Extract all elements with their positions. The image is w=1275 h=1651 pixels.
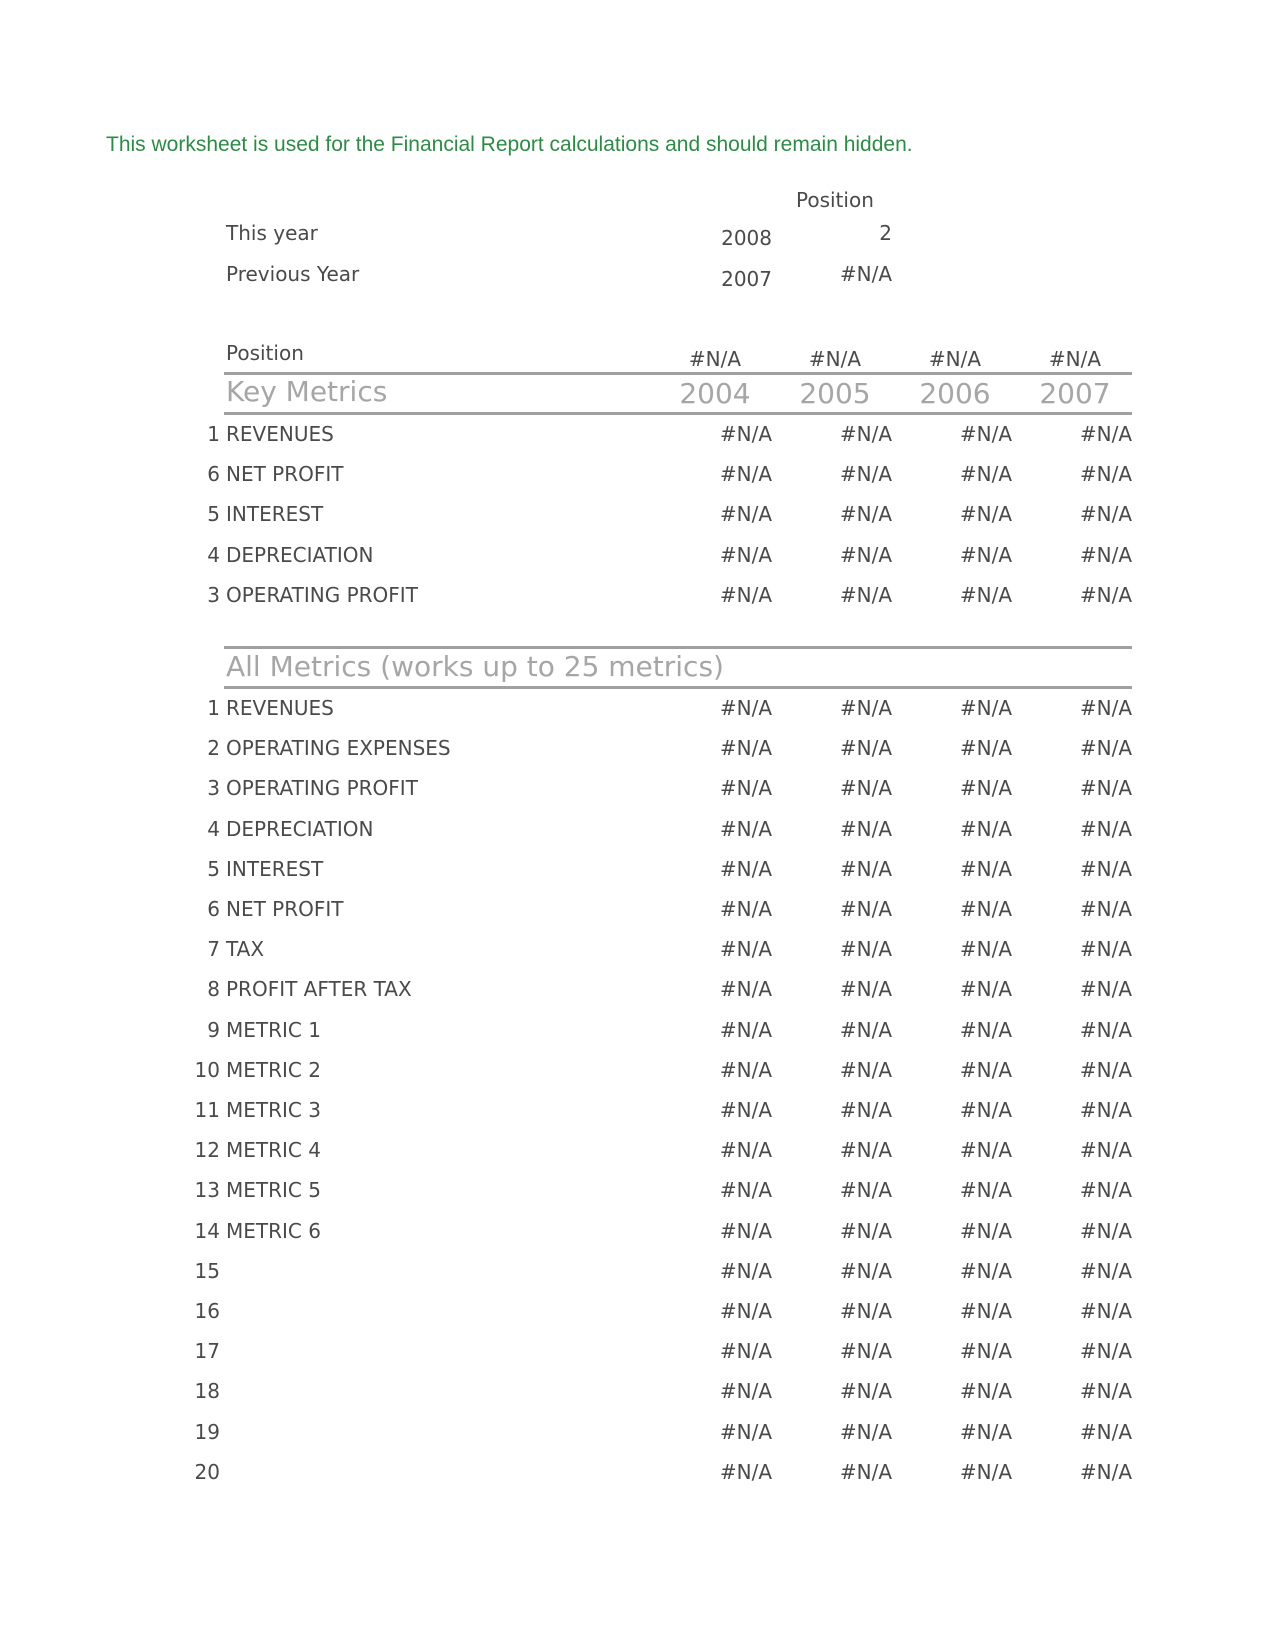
cell-value: #N/A	[839, 1138, 892, 1163]
cell-value: #N/A	[839, 897, 892, 921]
cell-value: #N/A	[959, 1098, 1012, 1122]
table-row	[0, 1420, 1275, 1460]
cell-value: #N/A	[839, 582, 892, 607]
cell-value: #N/A	[719, 736, 772, 761]
row-label: METRIC 6	[226, 1218, 321, 1243]
cell-value: #N/A	[719, 502, 772, 527]
cell-value: #N/A	[719, 1178, 772, 1203]
cell-value: #N/A	[839, 696, 892, 720]
table-row	[0, 1379, 1275, 1419]
row-label: NET PROFIT	[226, 462, 344, 487]
row-number: 19	[194, 1419, 220, 1444]
row-label: DEPRECIATION	[226, 816, 374, 841]
row-number: 10	[194, 1057, 220, 1082]
cell-value: #N/A	[1079, 1098, 1132, 1122]
cell-value: #N/A	[839, 422, 892, 446]
table-row	[0, 1098, 1275, 1138]
row-number: 16	[194, 1299, 220, 1323]
row-number: 6	[207, 462, 220, 487]
table-row	[0, 1018, 1275, 1058]
cell-value: #N/A	[959, 977, 1012, 1002]
row-number: 4	[207, 542, 220, 567]
cell-value: #N/A	[719, 582, 772, 607]
this-year-value: 2008	[721, 226, 772, 250]
cell-value: #N/A	[1079, 1258, 1132, 1283]
cell-value: #N/A	[719, 1218, 772, 1243]
row-label: TAX	[226, 937, 265, 962]
cell-value: #N/A	[839, 1339, 892, 1364]
table-row	[0, 1058, 1275, 1098]
row-label: OPERATING PROFIT	[226, 776, 418, 801]
table-row	[0, 1339, 1275, 1379]
cell-value: #N/A	[959, 816, 1012, 841]
row-number: 17	[194, 1339, 220, 1364]
cell-value: #N/A	[839, 977, 892, 1002]
table-row	[0, 1178, 1275, 1218]
cell-value: #N/A	[959, 1138, 1012, 1163]
position-value: #N/A	[928, 347, 982, 371]
cell-value: #N/A	[719, 1258, 772, 1283]
cell-value: #N/A	[839, 1017, 892, 1042]
cell-value: #N/A	[1079, 422, 1132, 446]
cell-value: #N/A	[959, 1379, 1012, 1404]
cell-value: #N/A	[1079, 1339, 1132, 1364]
cell-value: #N/A	[959, 776, 1012, 801]
cell-value: #N/A	[719, 1419, 772, 1444]
cell-value: #N/A	[839, 776, 892, 801]
position-value: #N/A	[1048, 347, 1102, 371]
cell-value: #N/A	[719, 856, 772, 881]
cell-value: #N/A	[1079, 696, 1132, 720]
year-header-2007: 2007	[1039, 377, 1111, 410]
cell-value: #N/A	[1079, 1017, 1132, 1042]
table-row	[0, 462, 1275, 502]
cell-value: #N/A	[959, 696, 1012, 720]
cell-value: #N/A	[1079, 816, 1132, 841]
row-label: REVENUES	[226, 422, 334, 446]
row-number: 13	[194, 1178, 220, 1203]
hidden-sheet-note: This worksheet is used for the Financial Report calculations and should remain hidden.	[106, 133, 913, 156]
position-value: #N/A	[808, 347, 862, 371]
key-metrics-title: Key Metrics	[226, 375, 388, 408]
cell-value: #N/A	[959, 1419, 1012, 1444]
cell-value: #N/A	[719, 937, 772, 962]
cell-value: #N/A	[959, 422, 1012, 446]
row-number: 1	[207, 422, 220, 446]
all-metrics-title: All Metrics (works up to 25 metrics)	[226, 650, 724, 683]
cell-value: #N/A	[719, 542, 772, 567]
positions-row-label: Position	[226, 341, 304, 365]
cell-value: #N/A	[1079, 1419, 1132, 1444]
row-label: METRIC 1	[226, 1017, 321, 1042]
row-number: 3	[207, 582, 220, 607]
row-number: 20	[194, 1459, 220, 1484]
cell-value: #N/A	[839, 502, 892, 527]
cell-value: #N/A	[839, 1057, 892, 1082]
cell-value: #N/A	[959, 1057, 1012, 1082]
previous-year-label: Previous Year	[226, 262, 360, 286]
position-header: Position	[796, 188, 874, 212]
table-row	[0, 1219, 1275, 1259]
this-year-label: This year	[226, 221, 318, 245]
cell-value: #N/A	[839, 1299, 892, 1323]
table-row	[0, 422, 1275, 462]
row-number: 18	[194, 1379, 220, 1404]
cell-value: #N/A	[719, 776, 772, 801]
cell-value: #N/A	[1079, 1138, 1132, 1163]
row-number: 4	[207, 816, 220, 841]
cell-value: #N/A	[1079, 937, 1132, 962]
row-label: PROFIT AFTER TAX	[226, 977, 412, 1002]
row-number: 5	[207, 856, 220, 881]
cell-value: #N/A	[719, 1098, 772, 1122]
cell-value: #N/A	[1079, 1299, 1132, 1323]
cell-value: #N/A	[959, 1258, 1012, 1283]
cell-value: #N/A	[1079, 776, 1132, 801]
row-number: 14	[194, 1218, 220, 1243]
cell-value: #N/A	[719, 1339, 772, 1364]
row-number: 9	[207, 1017, 220, 1042]
cell-value: #N/A	[719, 977, 772, 1002]
cell-value: #N/A	[959, 582, 1012, 607]
cell-value: #N/A	[959, 1017, 1012, 1042]
cell-value: #N/A	[1079, 977, 1132, 1002]
cell-value: #N/A	[719, 1299, 772, 1323]
row-label: METRIC 5	[226, 1178, 321, 1203]
table-row	[0, 502, 1275, 542]
year-header-2005: 2005	[799, 377, 871, 410]
row-number: 3	[207, 776, 220, 801]
table-row	[0, 977, 1275, 1017]
table-row	[0, 857, 1275, 897]
cell-value: #N/A	[839, 1258, 892, 1283]
cell-value: #N/A	[1079, 1178, 1132, 1203]
row-label: DEPRECIATION	[226, 542, 374, 567]
cell-value: #N/A	[839, 1379, 892, 1404]
cell-value: #N/A	[839, 1459, 892, 1484]
cell-value: #N/A	[719, 816, 772, 841]
row-label: METRIC 2	[226, 1057, 321, 1082]
cell-value: #N/A	[839, 856, 892, 881]
cell-value: #N/A	[959, 736, 1012, 761]
cell-value: #N/A	[839, 462, 892, 487]
table-row	[0, 817, 1275, 857]
cell-value: #N/A	[839, 937, 892, 962]
table-row	[0, 897, 1275, 937]
table-row	[0, 736, 1275, 776]
cell-value: #N/A	[839, 816, 892, 841]
table-row	[0, 583, 1275, 623]
row-number: 11	[194, 1098, 220, 1122]
cell-value: #N/A	[959, 502, 1012, 527]
previous-year-position: #N/A	[839, 262, 892, 286]
cell-value: #N/A	[1079, 502, 1132, 527]
row-label: INTEREST	[226, 502, 324, 527]
cell-value: #N/A	[839, 1419, 892, 1444]
year-header-2006: 2006	[919, 377, 991, 410]
cell-value: #N/A	[959, 1299, 1012, 1323]
cell-value: #N/A	[1079, 542, 1132, 567]
table-row	[0, 776, 1275, 816]
cell-value: #N/A	[839, 1218, 892, 1243]
cell-value: #N/A	[959, 937, 1012, 962]
cell-value: #N/A	[719, 897, 772, 921]
cell-value: #N/A	[1079, 1218, 1132, 1243]
cell-value: #N/A	[959, 897, 1012, 921]
cell-value: #N/A	[839, 542, 892, 567]
all-metrics-bottom-rule	[224, 686, 1132, 689]
cell-value: #N/A	[959, 462, 1012, 487]
table-row	[0, 1460, 1275, 1500]
cell-value: #N/A	[839, 1178, 892, 1203]
table-row	[0, 1259, 1275, 1299]
cell-value: #N/A	[719, 1057, 772, 1082]
cell-value: #N/A	[959, 1178, 1012, 1203]
cell-value: #N/A	[719, 696, 772, 720]
row-number: 1	[207, 696, 220, 720]
cell-value: #N/A	[959, 856, 1012, 881]
table-row	[0, 1299, 1275, 1339]
cell-value: #N/A	[719, 1138, 772, 1163]
table-row	[0, 937, 1275, 977]
row-number: 5	[207, 502, 220, 527]
cell-value: #N/A	[719, 1017, 772, 1042]
row-number: 6	[207, 897, 220, 921]
all-metrics-top-rule	[224, 646, 1132, 649]
cell-value: #N/A	[719, 1379, 772, 1404]
cell-value: #N/A	[1079, 856, 1132, 881]
table-row	[0, 696, 1275, 736]
row-label: METRIC 4	[226, 1138, 321, 1163]
table-row	[0, 1138, 1275, 1178]
cell-value: #N/A	[1079, 1379, 1132, 1404]
key-metrics-bottom-rule	[224, 412, 1132, 415]
cell-value: #N/A	[719, 462, 772, 487]
cell-value: #N/A	[1079, 582, 1132, 607]
cell-value: #N/A	[1079, 897, 1132, 921]
cell-value: #N/A	[719, 1459, 772, 1484]
this-year-position: 2	[879, 221, 892, 245]
cell-value: #N/A	[1079, 462, 1132, 487]
cell-value: #N/A	[719, 422, 772, 446]
row-number: 12	[194, 1138, 220, 1163]
cell-value: #N/A	[959, 1459, 1012, 1484]
cell-value: #N/A	[959, 1218, 1012, 1243]
row-number: 15	[194, 1258, 220, 1283]
cell-value: #N/A	[959, 1339, 1012, 1364]
previous-year-value: 2007	[721, 267, 772, 291]
row-label: REVENUES	[226, 696, 334, 720]
row-label: OPERATING PROFIT	[226, 582, 418, 607]
year-header-2004: 2004	[679, 377, 751, 410]
cell-value: #N/A	[839, 1098, 892, 1122]
cell-value: #N/A	[1079, 1057, 1132, 1082]
row-label: METRIC 3	[226, 1098, 321, 1122]
row-number: 7	[207, 937, 220, 962]
cell-value: #N/A	[839, 736, 892, 761]
row-number: 2	[207, 736, 220, 761]
cell-value: #N/A	[959, 542, 1012, 567]
row-label: OPERATING EXPENSES	[226, 736, 451, 761]
position-value: #N/A	[688, 347, 742, 371]
cell-value: #N/A	[1079, 736, 1132, 761]
row-number: 8	[207, 977, 220, 1002]
row-label: INTEREST	[226, 856, 324, 881]
table-row	[0, 543, 1275, 583]
row-label: NET PROFIT	[226, 897, 344, 921]
cell-value: #N/A	[1079, 1459, 1132, 1484]
